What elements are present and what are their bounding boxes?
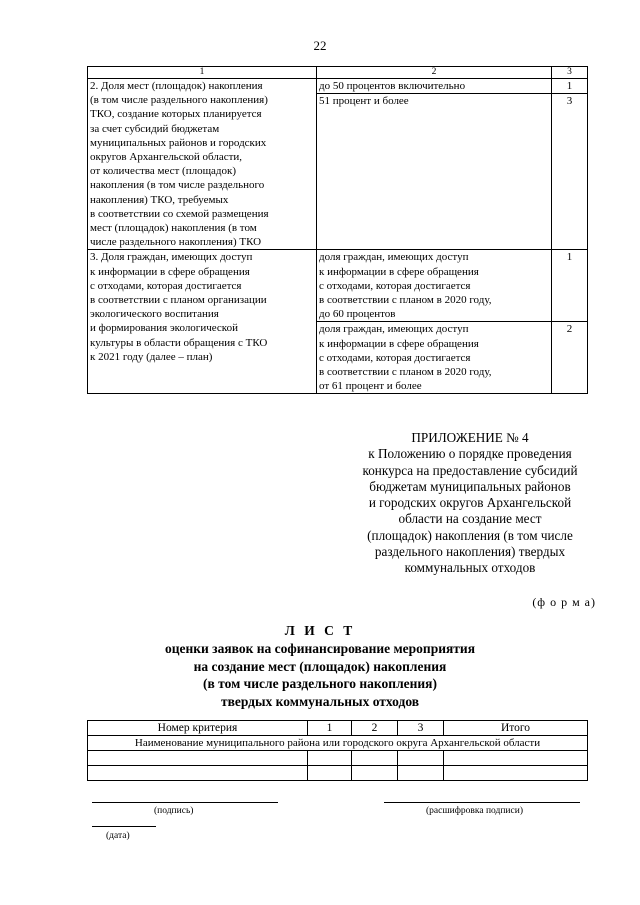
empty-cell — [352, 751, 398, 766]
empty-cell — [352, 766, 398, 781]
score-cell: 2 — [552, 322, 588, 394]
title-line: оценки заявок на софинансирование мероприятия — [164, 641, 476, 656]
empty-cell — [88, 751, 308, 766]
empty-cell — [308, 751, 352, 766]
date-caption: (дата) — [106, 831, 130, 841]
table-row — [88, 250, 588, 322]
appendix-line: конкурса на предоставление субсидий — [362, 462, 578, 478]
page-number: 22 — [313, 38, 327, 53]
score-cell: 1 — [552, 79, 588, 94]
header-cell: 3 — [552, 67, 588, 79]
table-row — [88, 79, 588, 94]
sheet-municipality-row — [88, 736, 588, 751]
empty-cell — [308, 766, 352, 781]
empty-cell — [398, 751, 444, 766]
empty-cell — [444, 766, 588, 781]
criterion-cell: 3. Доля граждан, имеющих доступ к информации в сфере обращения с отходами, которая достигается в соответствии с планом организации экологического воспитания и формирования экологической культуры в области обращения с ТКО к 2021 году (далее – план) — [88, 250, 317, 394]
condition-cell: доля граждан, имеющих доступ к информации в сфере обращения с отходами, которая достигается в соответствии с планом в 2020 году, от 61 процент и более — [317, 322, 552, 394]
criterion-cell: 2. Доля мест (площадок) накопления (в том числе раздельного накопления) ТКО, создание которых планируется за счет субсидий бюджетам муниципальных районов и городских округов Архангельской области, от количества мест (площадок) накопления (в том числе раздельного накопления) ТКО, требуемых в соответствии со схемой размещения мест (площадок) накопления (в том числе раздельного накопления) ТКО — [88, 79, 317, 250]
signature-line — [92, 802, 278, 803]
sheet-header-row — [88, 721, 588, 736]
score-cell: 1 — [552, 250, 588, 322]
document-title — [0, 622, 640, 710]
empty-cell — [444, 751, 588, 766]
column-header: 2 — [352, 721, 398, 736]
title-line: на создание мест (площадок) накопления — [193, 658, 447, 674]
criteria-table-header — [88, 67, 588, 79]
criteria-table — [87, 66, 588, 394]
table-row — [88, 766, 588, 781]
signature-decode-line — [384, 802, 580, 803]
appendix-line: коммунальных отходов — [404, 560, 536, 576]
total-header: Итого — [444, 721, 588, 736]
empty-cell — [88, 766, 308, 781]
title-line: (в том числе раздельного накопления) — [202, 676, 437, 692]
empty-cell — [398, 766, 444, 781]
appendix-line: области на создание мест — [398, 511, 542, 527]
title-line: твердых коммунальных отходов — [220, 693, 420, 709]
column-header: 1 — [308, 721, 352, 736]
appendix-line: ПРИЛОЖЕНИЕ № 4 — [411, 430, 529, 445]
condition-cell: 51 процент и более — [317, 94, 552, 250]
condition-cell: до 50 процентов включительно — [317, 79, 552, 94]
appendix-line: (площадок) накопления (в том числе — [367, 527, 573, 543]
condition-cell: доля граждан, имеющих доступ к информации в сфере обращения с отходами, которая достигается в соответствии с планом в 2020 году, до 60 процентов — [317, 250, 552, 322]
appendix-line: раздельного накопления) твердых — [374, 544, 566, 560]
signature-caption: (подпись) — [154, 806, 194, 816]
score-cell: 3 — [552, 94, 588, 250]
evaluation-sheet-table — [87, 720, 588, 781]
signature-decode-caption: (расшифровка подписи) — [426, 806, 523, 816]
appendix-line: и городских округов Архангельской — [368, 495, 572, 511]
table-row — [88, 751, 588, 766]
title-main: Л И С Т — [284, 623, 356, 638]
header-cell: 1 — [88, 67, 317, 79]
column-header: 3 — [398, 721, 444, 736]
criterion-number-header: Номер критерия — [88, 721, 308, 736]
appendix-line: к Положению о порядке проведения — [368, 446, 572, 462]
date-line — [92, 826, 156, 827]
form-label: (ф о р м а) — [532, 595, 596, 609]
appendix-line: бюджетам муниципальных районов — [369, 478, 571, 494]
appendix-heading — [330, 430, 610, 577]
municipality-label: Наименование муниципального района или городского округа Архангельской области — [88, 736, 588, 751]
header-cell: 2 — [317, 67, 552, 79]
